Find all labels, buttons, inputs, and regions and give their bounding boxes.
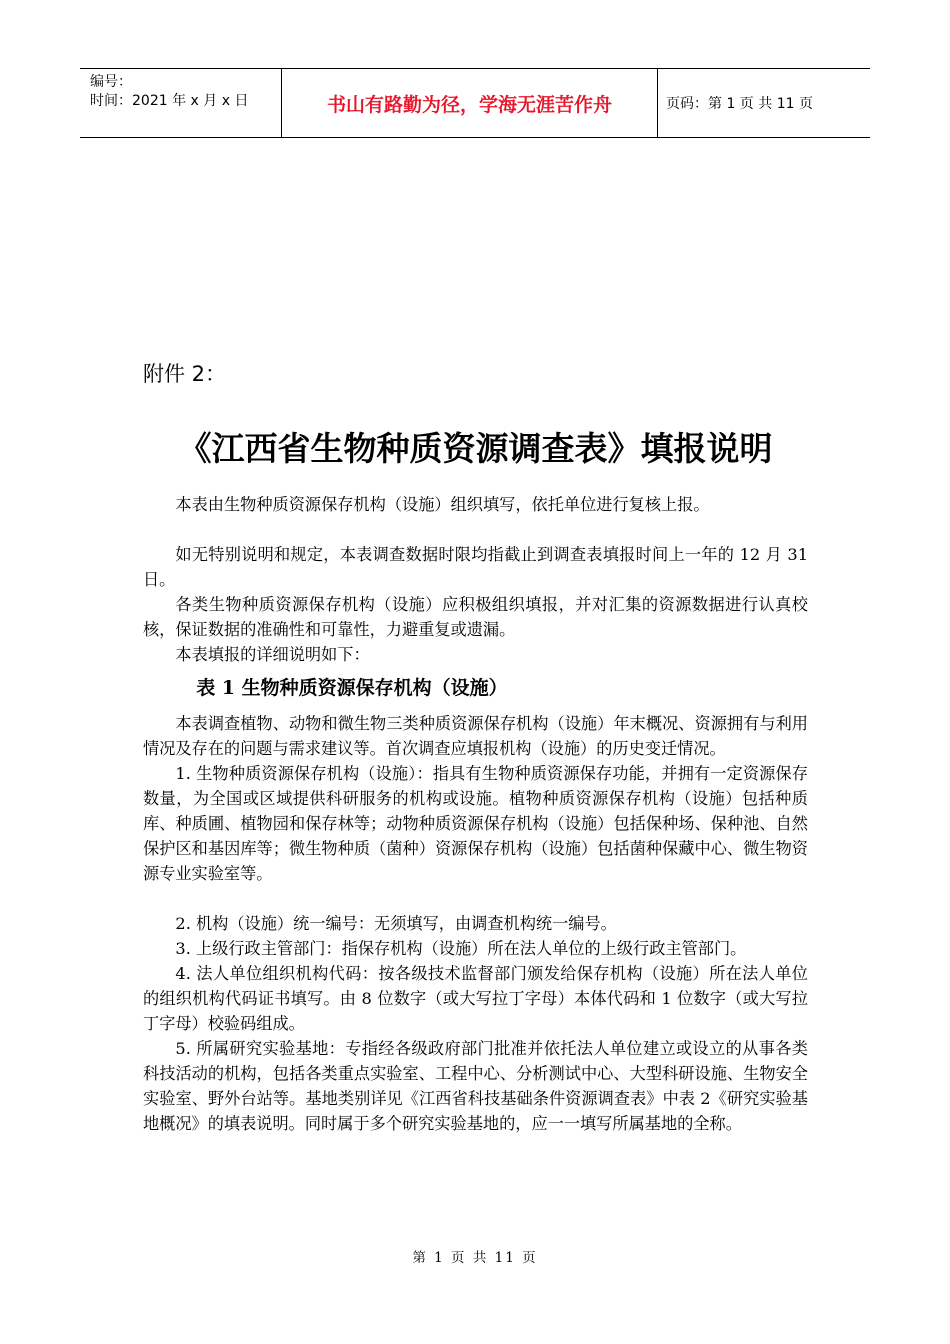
header-page-info: 页码：第 1 页 共 11 页 [666,96,813,112]
section-paragraph: 2. 机构（设施）统一编号：无须填写，由调查机构统一编号。 [175,914,617,933]
section-paragraph: 4. 法人单位组织机构代码：按各级技术监督部门颁发给保存机构（设施）所在法人单位的组织机构代码证书填写。由 8 位数字（或大写拉丁字母）本体代码和 1 位数字（或大写拉丁字母）校验码组成。 [143,964,808,1033]
header-meta [80,69,282,137]
section-heading: 表 1 生物种质资源保存机构（设施） [196,677,508,699]
attachment-label: 附件 2： [143,362,227,386]
section-paragraph: 本表调查植物、动物和微生物三类种质资源保存机构（设施）年末概况、资源拥有与利用情况及存在的问题与需求建议等。首次调查应填报机构（设施）的历史变迁情况。 [143,714,808,758]
section-paragraph: 3. 上级行政主管部门：指保存机构（设施）所在法人单位的上级行政主管部门。 [175,939,747,958]
page-footer: 第 1 页 共 11 页 [412,1250,538,1266]
paragraph: 本表由生物种质资源保存机构（设施）组织填写，依托单位进行复核上报。 [175,495,710,514]
paragraph: 如无特别说明和规定，本表调查数据时限均指截止到调查表填报时间上一年的 12 月 31 日。 [143,545,808,589]
document-header [80,68,870,138]
paragraph: 本表填报的详细说明如下： [175,645,370,664]
document-number-label: 编号： [90,74,132,90]
document-body [143,492,808,1136]
section-paragraph: 1. 生物种质资源保存机构（设施）：指具有生物种质资源保存功能，并拥有一定资源保存数量，为全国或区域提供科研服务的机构或设施。植物种质资源保存机构（设施）包括种质库、种质圃、植物园和保存林等；动物种质资源保存机构（设施）包括保种场、保种池、自然保护区和基因库等；微生物种质（菌种）资源保存机构（设施）包括菌种保藏中心、微生物资源专业实验室等。 [143,764,808,883]
document-time-label: 时间：2021 年 x 月 x 日 [90,93,249,109]
document-title: 《江西省生物种质资源调查表》填报说明 [178,429,773,468]
header-motto: 书山有路勤为径，学海无涯苦作舟 [282,69,658,137]
section-paragraph: 5. 所属研究实验基地：专指经各级政府部门批准并依托法人单位建立或设立的从事各类科技活动的机构，包括各类重点实验室、工程中心、分析测试中心、大型科研设施、生物安全实验室、野外台站等。基地类别详见《江西省科技基础条件资源调查表》中表 2《研究实验基地概况》的填表说明。同时属于多个研究实验基地的，应一一填写所属基地的全称。 [143,1039,808,1133]
paragraph: 各类生物种质资源保存机构（设施）应积极组织填报，并对汇集的资源数据进行认真校核，保证数据的准确性和可靠性，力避重复或遗漏。 [143,595,808,639]
